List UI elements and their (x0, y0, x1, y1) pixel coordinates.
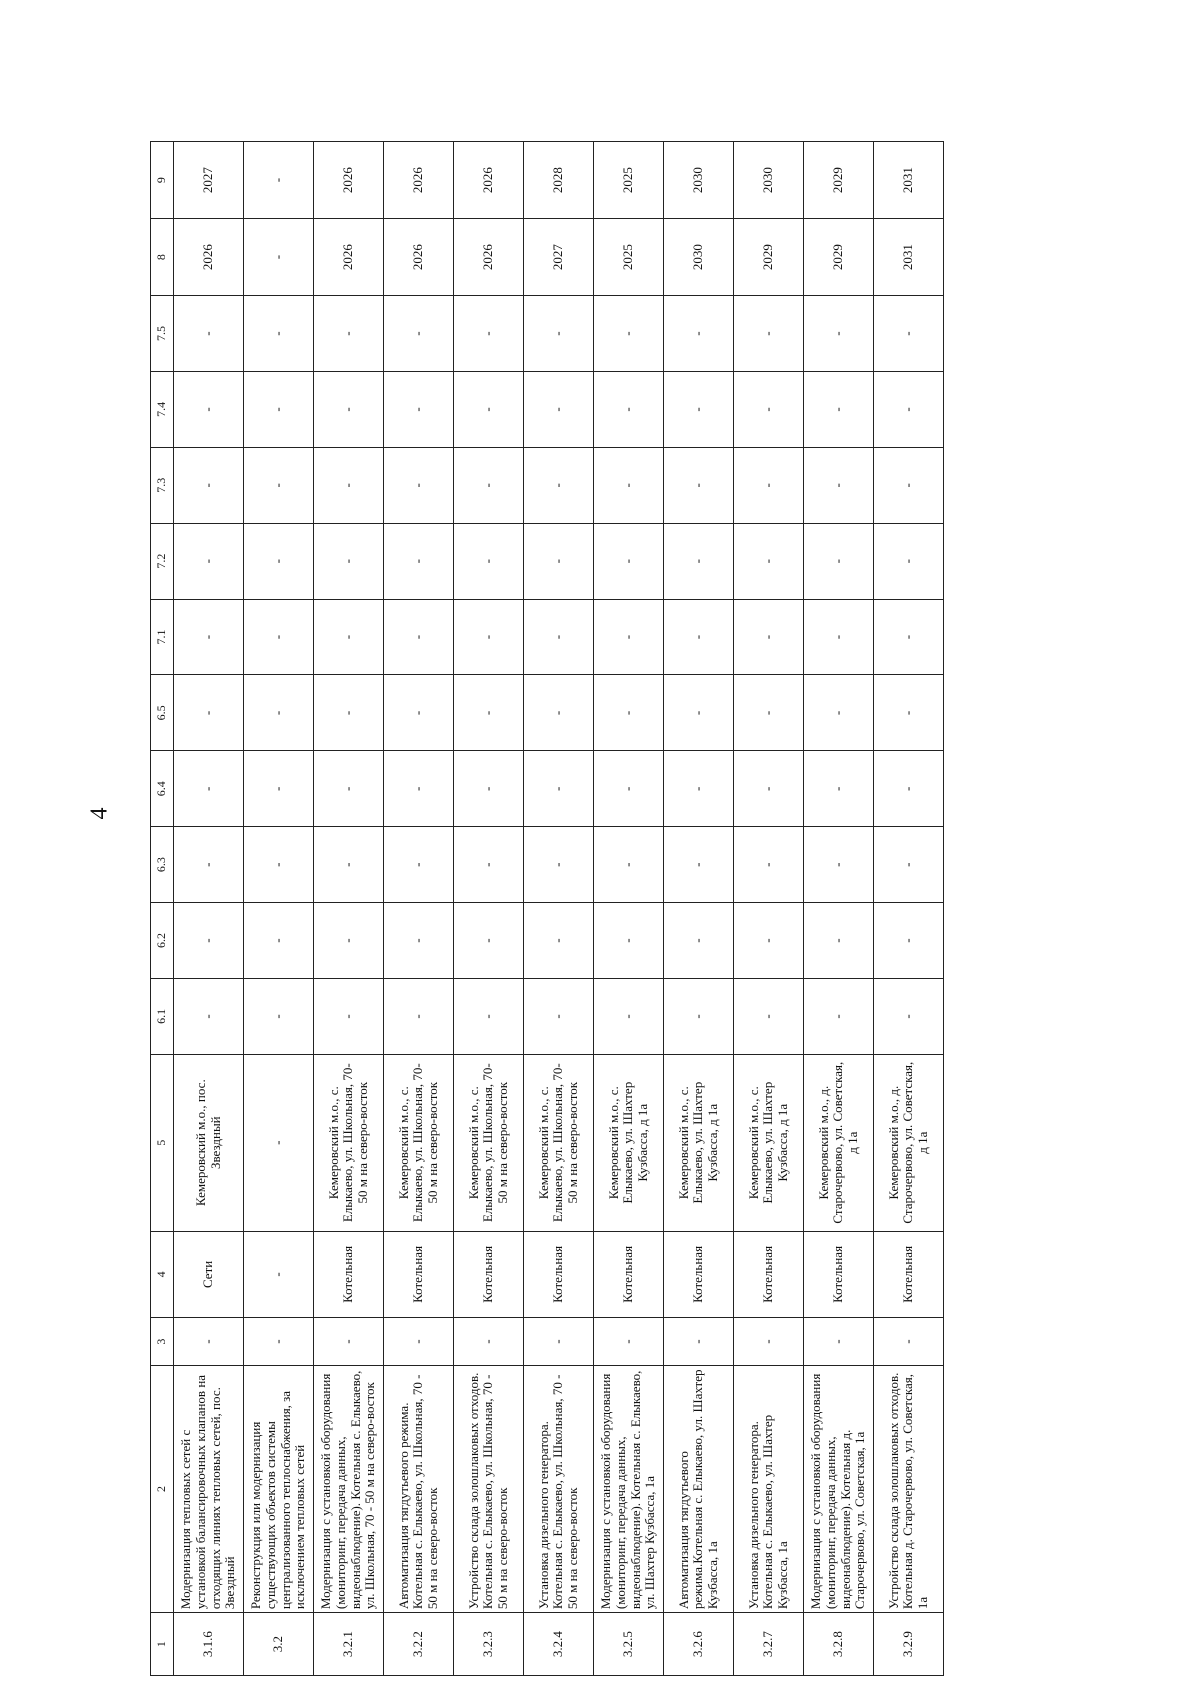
cell-col-7-4: - (454, 371, 524, 447)
cell-col-7-4: - (384, 371, 454, 447)
measure-name: Установка дизельного генератора. Котельная с. Елыкаево, ул. Шахтер Кузбасса, 1а (734, 1365, 804, 1612)
cell-col-6-4: - (174, 751, 244, 827)
cell-col-3: - (874, 1318, 944, 1366)
cell-col-6-3: - (384, 827, 454, 903)
object-location: Кемеровский м.о., д. Старочервово, ул. Советская, д 1а (874, 1054, 944, 1231)
cell-col-6-4: - (594, 751, 664, 827)
cell-col-3: - (804, 1318, 874, 1366)
end-year: 2030 (664, 142, 734, 219)
end-year: 2028 (524, 142, 594, 219)
cell-col-6-5: - (524, 675, 594, 751)
cell-col-6-4: - (804, 751, 874, 827)
column-number-row (151, 142, 174, 1676)
object-location: Кемеровский м.о., пос. Звездный (174, 1054, 244, 1231)
table-row (454, 142, 524, 1676)
column-number-7-5: 7.5 (151, 296, 174, 372)
cell-col-7-5: - (454, 296, 524, 372)
column-number-7-4: 7.4 (151, 371, 174, 447)
cell-col-7-2: - (314, 523, 384, 599)
start-year: 2026 (314, 219, 384, 296)
cell-col-7-5: - (664, 296, 734, 372)
cell-col-6-2: - (174, 903, 244, 979)
table-row (594, 142, 664, 1676)
cell-col-7-3: - (314, 447, 384, 523)
cell-col-7-3: - (454, 447, 524, 523)
cell-col-7-3: - (734, 447, 804, 523)
cell-col-3: - (664, 1318, 734, 1366)
cell-col-7-2: - (384, 523, 454, 599)
cell-col-7-2: - (804, 523, 874, 599)
cell-col-7-2: - (524, 523, 594, 599)
cell-col-3: - (174, 1318, 244, 1366)
cell-col-7-3: - (174, 447, 244, 523)
cell-col-3: - (594, 1318, 664, 1366)
cell-col-6-4: - (734, 751, 804, 827)
start-year: 2030 (664, 219, 734, 296)
start-year: 2026 (174, 219, 244, 296)
end-year: - (244, 142, 314, 219)
cell-col-3: - (244, 1318, 314, 1366)
object-location: - (244, 1054, 314, 1231)
start-year: 2025 (594, 219, 664, 296)
end-year: 2025 (594, 142, 664, 219)
cell-col-6-5: - (174, 675, 244, 751)
cell-col-7-4: - (244, 371, 314, 447)
cell-col-7-2: - (734, 523, 804, 599)
start-year: - (244, 219, 314, 296)
cell-col-7-2: - (664, 523, 734, 599)
cell-col-6-1: - (454, 978, 524, 1054)
cell-col-6-1: - (734, 978, 804, 1054)
cell-col-7-4: - (664, 371, 734, 447)
object-type: - (244, 1231, 314, 1318)
column-number-6-1: 6.1 (151, 978, 174, 1054)
cell-col-6-2: - (594, 903, 664, 979)
row-number: 3.2.5 (594, 1613, 664, 1676)
cell-col-7-1: - (664, 599, 734, 675)
column-number-1: 1 (151, 1613, 174, 1676)
object-type: Котельная (594, 1231, 664, 1318)
cell-col-6-3: - (874, 827, 944, 903)
object-location: Кемеровский м.о., д. Старочервово, ул. Советская, д 1а (804, 1054, 874, 1231)
start-year: 2031 (874, 219, 944, 296)
end-year: 2026 (314, 142, 384, 219)
measure-name: Устройство склада золошлаковых отходов. Котельная с. Елыкаево, ул. Школьная, 70 - 50 м на северо-восток (454, 1365, 524, 1612)
cell-col-7-4: - (804, 371, 874, 447)
cell-col-7-5: - (804, 296, 874, 372)
object-type: Котельная (874, 1231, 944, 1318)
cell-col-6-3: - (734, 827, 804, 903)
table-row (734, 142, 804, 1676)
cell-col-7-3: - (524, 447, 594, 523)
cell-col-7-2: - (454, 523, 524, 599)
cell-col-7-1: - (314, 599, 384, 675)
start-year: 2029 (804, 219, 874, 296)
cell-col-6-5: - (384, 675, 454, 751)
cell-col-7-4: - (594, 371, 664, 447)
object-type: Котельная (734, 1231, 804, 1318)
cell-col-7-4: - (874, 371, 944, 447)
cell-col-6-4: - (314, 751, 384, 827)
measure-name: Установка дизельного генератора. Котельная с. Елыкаево, ул. Школьная, 70 - 50 м на северо-восток (524, 1365, 594, 1612)
cell-col-3: - (454, 1318, 524, 1366)
measure-name: Модернизация с установкой оборудования (мониторинг, передача данных, видеонаблюдение). Котельная с. Елыкаево, ул. Школьная, 70 - 50 м на северо-восток (314, 1365, 384, 1612)
cell-col-6-3: - (804, 827, 874, 903)
cell-col-6-1: - (384, 978, 454, 1054)
row-number: 3.2.3 (454, 1613, 524, 1676)
object-type: Котельная (454, 1231, 524, 1318)
table-row (664, 142, 734, 1676)
start-year: 2027 (524, 219, 594, 296)
cell-col-6-5: - (594, 675, 664, 751)
column-number-7-1: 7.1 (151, 599, 174, 675)
column-number-6-5: 6.5 (151, 675, 174, 751)
cell-col-6-2: - (664, 903, 734, 979)
cell-col-6-3: - (174, 827, 244, 903)
object-location: Кемеровский м.о., с. Елыкаево, ул. Шахтер Кузбасса, д 1а (734, 1054, 804, 1231)
start-year: 2026 (384, 219, 454, 296)
measure-name: Модернизация с установкой оборудования (мониторинг, передача данных, видеонаблюдение). Котельная д. Старочервово, ул. Советская, 1а (804, 1365, 874, 1612)
cell-col-6-2: - (454, 903, 524, 979)
column-number-7-2: 7.2 (151, 523, 174, 599)
cell-col-7-3: - (594, 447, 664, 523)
cell-col-6-4: - (524, 751, 594, 827)
rotated-table-container (150, 141, 1070, 1676)
cell-col-7-5: - (384, 296, 454, 372)
end-year: 2030 (734, 142, 804, 219)
cell-col-7-1: - (384, 599, 454, 675)
cell-col-7-1: - (174, 599, 244, 675)
cell-col-3: - (734, 1318, 804, 1366)
cell-col-7-4: - (314, 371, 384, 447)
row-number: 3.2 (244, 1613, 314, 1676)
start-year: 2029 (734, 219, 804, 296)
table-row (524, 142, 594, 1676)
column-number-6-4: 6.4 (151, 751, 174, 827)
cell-col-7-2: - (874, 523, 944, 599)
cell-col-6-2: - (314, 903, 384, 979)
cell-col-6-5: - (664, 675, 734, 751)
end-year: 2029 (804, 142, 874, 219)
row-number: 3.2.6 (664, 1613, 734, 1676)
column-number-5: 5 (151, 1054, 174, 1231)
cell-col-7-1: - (734, 599, 804, 675)
object-type: Котельная (524, 1231, 594, 1318)
object-location: Кемеровский м.о., с. Елыкаево, ул. Шахтер Кузбасса, д 1а (664, 1054, 734, 1231)
cell-col-6-3: - (244, 827, 314, 903)
cell-col-3: - (384, 1318, 454, 1366)
cell-col-6-5: - (804, 675, 874, 751)
object-type: Котельная (804, 1231, 874, 1318)
cell-col-7-5: - (244, 296, 314, 372)
table-row (314, 142, 384, 1676)
object-type: Котельная (384, 1231, 454, 1318)
measure-name: Автоматизация тягдутьевого режима. Котельная с. Елыкаево, ул. Школьная, 70 - 50 м на северо-восток (384, 1365, 454, 1612)
cell-col-6-1: - (524, 978, 594, 1054)
cell-col-7-4: - (524, 371, 594, 447)
cell-col-6-2: - (804, 903, 874, 979)
table-row (804, 142, 874, 1676)
object-location: Кемеровский м.о., с. Елыкаево, ул. Школьная, 70-50 м на северо-восток (454, 1054, 524, 1231)
cell-col-6-1: - (874, 978, 944, 1054)
measure-name: Модернизация тепловых сетей с установкой балансировочных клапанов на отходящих линиях тепловых сетей, пос. Звездный (174, 1365, 244, 1612)
page-number: 4 (86, 807, 113, 820)
cell-col-6-4: - (664, 751, 734, 827)
row-number: 3.2.2 (384, 1613, 454, 1676)
object-location: Кемеровский м.о., с. Елыкаево, ул. Шахтер Кузбасса, д 1а (594, 1054, 664, 1231)
cell-col-6-4: - (454, 751, 524, 827)
column-number-6-2: 6.2 (151, 903, 174, 979)
cell-col-7-1: - (874, 599, 944, 675)
cell-col-6-1: - (804, 978, 874, 1054)
cell-col-6-1: - (664, 978, 734, 1054)
table-row (174, 142, 244, 1676)
cell-col-6-3: - (594, 827, 664, 903)
cell-col-6-5: - (244, 675, 314, 751)
column-number-9: 9 (151, 142, 174, 219)
table-row (384, 142, 454, 1676)
investment-program-table (150, 141, 944, 1676)
row-number: 3.2.4 (524, 1613, 594, 1676)
cell-col-6-2: - (874, 903, 944, 979)
cell-col-6-1: - (314, 978, 384, 1054)
cell-col-6-3: - (454, 827, 524, 903)
cell-col-6-2: - (384, 903, 454, 979)
cell-col-7-2: - (244, 523, 314, 599)
cell-col-7-5: - (174, 296, 244, 372)
cell-col-6-3: - (664, 827, 734, 903)
cell-col-7-3: - (244, 447, 314, 523)
table-row (244, 142, 314, 1676)
cell-col-6-4: - (384, 751, 454, 827)
cell-col-7-5: - (524, 296, 594, 372)
object-location: Кемеровский м.о., с. Елыкаево, ул. Школьная, 70-50 м на северо-восток (384, 1054, 454, 1231)
cell-col-7-3: - (384, 447, 454, 523)
measure-name: Модернизация с установкой оборудования (мониторинг, передача данных, видеонаблюдение). Котельная с. Елыкаево, ул. Шахтер Кузбасса, 1а (594, 1365, 664, 1612)
row-number: 3.2.9 (874, 1613, 944, 1676)
cell-col-6-1: - (244, 978, 314, 1054)
cell-col-7-5: - (594, 296, 664, 372)
object-type: Котельная (314, 1231, 384, 1318)
cell-col-6-2: - (734, 903, 804, 979)
cell-col-6-2: - (244, 903, 314, 979)
column-number-3: 3 (151, 1318, 174, 1366)
cell-col-6-4: - (244, 751, 314, 827)
end-year: 2026 (384, 142, 454, 219)
end-year: 2026 (454, 142, 524, 219)
cell-col-6-1: - (174, 978, 244, 1054)
measure-name: Автоматизация тягдутьевого режима.Котельная с. Елыкаево, ул. Шахтер Кузбасса, 1а (664, 1365, 734, 1612)
row-number: 3.1.6 (174, 1613, 244, 1676)
row-number: 3.2.1 (314, 1613, 384, 1676)
cell-col-6-4: - (874, 751, 944, 827)
cell-col-6-5: - (874, 675, 944, 751)
cell-col-7-3: - (664, 447, 734, 523)
end-year: 2027 (174, 142, 244, 219)
cell-col-7-4: - (174, 371, 244, 447)
measure-name: Устройство склада золошлаковых отходов. Котельная д. Старочервово, ул. Советская, 1а (874, 1365, 944, 1612)
cell-col-7-5: - (314, 296, 384, 372)
cell-col-6-5: - (734, 675, 804, 751)
cell-col-7-1: - (804, 599, 874, 675)
measure-name: Реконструкция или модернизация существующих объектов системы централизованного теплоснабжения, за исключением тепловых сетей (244, 1365, 314, 1612)
column-number-2: 2 (151, 1365, 174, 1612)
cell-col-6-5: - (454, 675, 524, 751)
cell-col-6-3: - (314, 827, 384, 903)
cell-col-7-1: - (594, 599, 664, 675)
column-number-8: 8 (151, 219, 174, 296)
cell-col-7-3: - (804, 447, 874, 523)
column-number-4: 4 (151, 1231, 174, 1318)
column-number-7-3: 7.3 (151, 447, 174, 523)
cell-col-7-3: - (874, 447, 944, 523)
table-row (874, 142, 944, 1676)
end-year: 2031 (874, 142, 944, 219)
cell-col-3: - (314, 1318, 384, 1366)
row-number: 3.2.8 (804, 1613, 874, 1676)
row-number: 3.2.7 (734, 1613, 804, 1676)
start-year: 2026 (454, 219, 524, 296)
cell-col-6-1: - (594, 978, 664, 1054)
cell-col-3: - (524, 1318, 594, 1366)
cell-col-7-2: - (174, 523, 244, 599)
cell-col-6-5: - (314, 675, 384, 751)
table-body (174, 142, 944, 1676)
object-type: Сети (174, 1231, 244, 1318)
cell-col-7-1: - (244, 599, 314, 675)
object-location: Кемеровский м.о., с. Елыкаево, ул. Школьная, 70-50 м на северо-восток (314, 1054, 384, 1231)
cell-col-6-2: - (524, 903, 594, 979)
column-number-6-3: 6.3 (151, 827, 174, 903)
object-location: Кемеровский м.о., с. Елыкаево, ул. Школьная, 70-50 м на северо-восток (524, 1054, 594, 1231)
cell-col-7-5: - (874, 296, 944, 372)
cell-col-6-3: - (524, 827, 594, 903)
cell-col-7-5: - (734, 296, 804, 372)
cell-col-7-1: - (524, 599, 594, 675)
object-type: Котельная (664, 1231, 734, 1318)
cell-col-7-4: - (734, 371, 804, 447)
cell-col-7-2: - (594, 523, 664, 599)
cell-col-7-1: - (454, 599, 524, 675)
